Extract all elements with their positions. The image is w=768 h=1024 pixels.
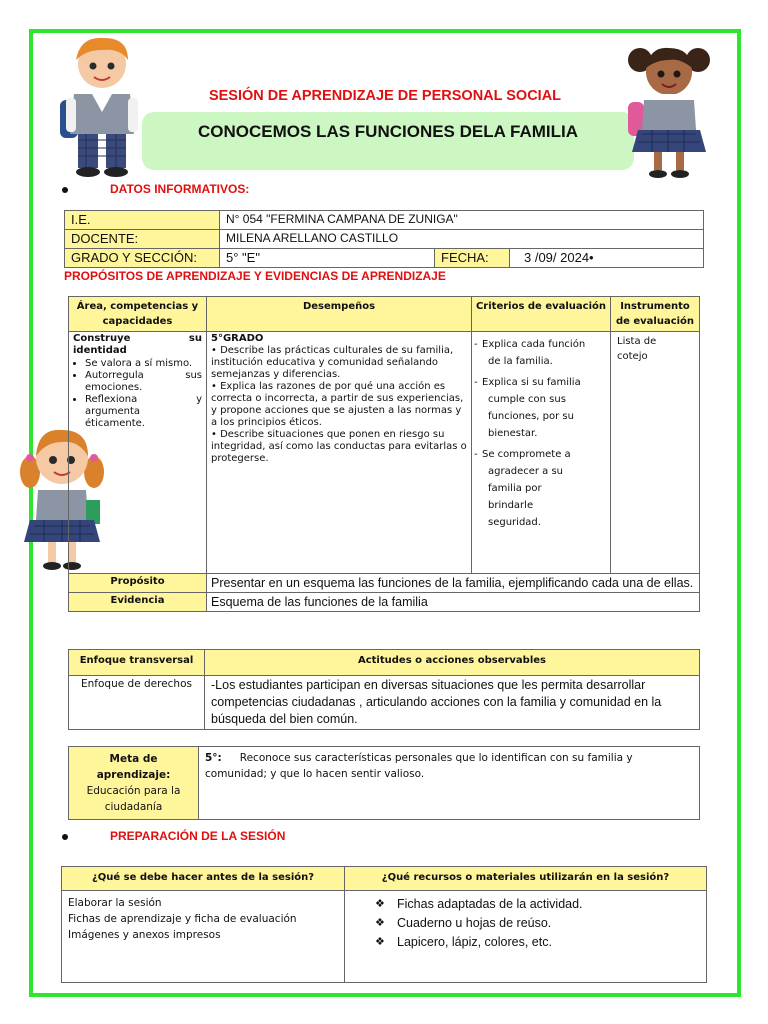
capacidades-list [73,358,202,430]
preparacion-table [61,866,707,983]
boy-illustration [52,30,150,180]
col-recursos: ¿Qué recursos o materiales utilizarán en la sesión? [345,867,707,891]
proposito-label: Propósito [69,574,207,593]
col-enfoque: Enfoque transversal [69,650,205,676]
session-title: CONOCEMOS LAS FUNCIONES DELA FAMILIA [198,122,578,141]
col-instrumento: Instrumento de evaluación [611,297,700,332]
enfoque-value: Enfoque de derechos [69,676,205,730]
list-item: Imágenes y anexos impresos [68,929,221,941]
grado-label: 5°GRADO [211,333,264,344]
competencia-word: identidad [73,345,127,356]
criterios-cell [472,332,611,574]
docente-label: DOCENTE: [65,230,220,249]
desempeno-item: • Explica las razones de por qué una acción es correcta o incorrecta, a partir de sus experiencias, y propone acciones que se ajusten a las normas y a los principios éticos. [211,381,464,428]
diamond-bullet-icon: ❖ [375,898,385,910]
bullet [62,187,68,193]
list-item: Elaborar la sesión [68,897,162,909]
criterio-item: - Se compromete a agradecer a su familia por brindarle seguridad. [474,449,571,528]
criterio-item: - Explica cada función de la familia. [474,339,586,367]
recursos-cell [345,891,707,983]
ie-value: N° 054 "FERMINA CAMPANA DE ZUNIGA" [220,211,704,230]
fecha-label: FECHA: [435,249,510,268]
desempeno-item: • Describe situaciones que ponen en riesgo su integridad, así como las conductas para evitarlas o protegerse. [211,429,467,464]
propositos-table [68,296,700,612]
diamond-bullet-icon: ❖ [375,917,385,929]
grado-value: 5° "E" [220,249,435,268]
antes-cell [62,891,345,983]
col-desempenos: Desempeños [207,297,472,332]
list-item: ❖ Lapicero, lápiz, colores, etc. [375,933,700,952]
grado-label: GRADO Y SECCIÓN: [65,249,220,268]
session-subtitle: SESIÓN DE APRENDIZAJE DE PERSONAL SOCIAL [208,88,562,104]
evidencia-label: Evidencia [69,593,207,612]
propositos-heading: PROPÓSITOS DE APRENDIZAJE Y EVIDENCIAS DE APRENDIZAJE [64,269,446,283]
meta-table [68,746,700,820]
competencia-word: su [188,333,202,344]
diamond-bullet-icon: ❖ [375,936,385,948]
capacidad-item: • Reflexiona y argumenta éticamente. [85,394,202,430]
docente-value: MILENA ARELLANO CASTILLO [220,230,704,249]
desempeno-item: • Describe las prácticas culturales de su familia, institución educativa y comunidad señalando semejanzas y diferencias. [211,345,454,380]
instrumento-cell [611,332,700,574]
col-actitudes: Actitudes o acciones observables [205,650,700,676]
col-antes: ¿Qué se debe hacer antes de la sesión? [62,867,345,891]
actitudes-value: -Los estudiantes participan en diversas situaciones que les permita desarrollar competencias ciudadanas , articulando acciones con la familia y comunidad en la búsqueda del bien común. [205,676,700,730]
ie-label: I.E. [65,211,220,230]
col-area: Área, competencias y capacidades [69,297,207,332]
preparacion-heading: PREPARACIÓN DE LA SESIÓN [110,829,286,843]
instrumento-line: Lista de [617,336,657,347]
proposito-value: Presentar en un esquema las funciones de la familia, ejemplificando cada una de ellas. [207,574,700,593]
meta-text: 5°: Reconoce sus características personales que lo identifican con su familia y comunidad; y que lo hacen sentir valioso. [199,747,700,820]
enfoque-table [68,649,700,730]
evidencia-value: Esquema de las funciones de la familia [207,593,700,612]
datos-heading: DATOS INFORMATIVOS: [110,182,250,196]
instrumento-line: cotejo [617,351,648,362]
fecha-value: 3 /09/ 2024• [510,249,704,268]
col-criterios: Criterios de evaluación [472,297,611,332]
girl-illustration-right [620,38,718,180]
competencia-word: Construye [73,333,131,344]
bullet [62,834,68,840]
list-item: ❖ Cuaderno u hojas de reúso. [375,914,700,933]
capacidad-item: • Autorregula sus emociones. [85,370,202,394]
capacidad-item: • Se valora a sí mismo. [85,358,202,370]
meta-label: Meta de aprendizaje: Educación para la ciudadanía [69,747,199,820]
datos-table [64,210,704,268]
list-item: ❖ Fichas adaptadas de la actividad. [375,895,700,914]
competencia-cell [69,332,207,574]
list-item: Fichas de aprendizaje y ficha de evaluación [68,913,297,925]
desempenos-cell [207,332,472,574]
criterio-item: - Explica si su familia cumple con sus funciones, por su bienestar. [474,377,581,439]
